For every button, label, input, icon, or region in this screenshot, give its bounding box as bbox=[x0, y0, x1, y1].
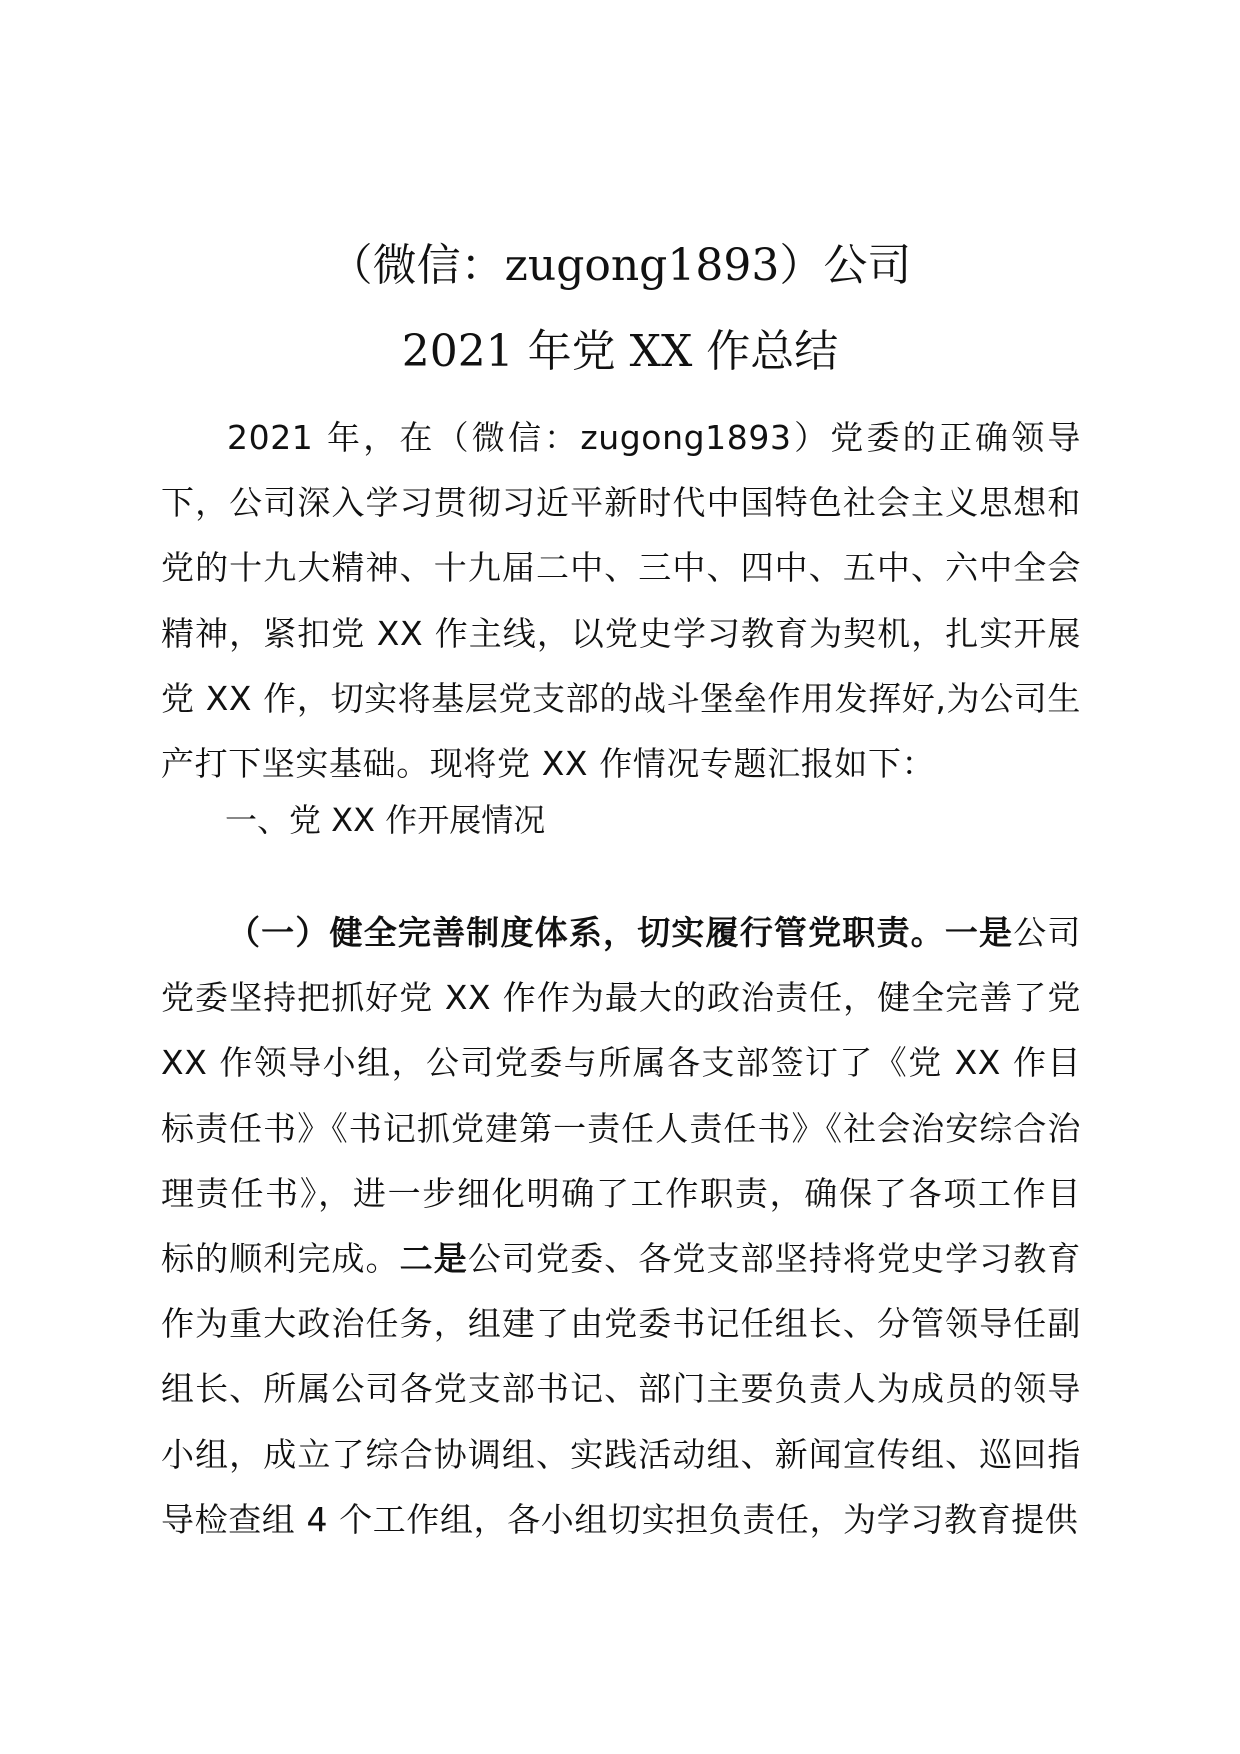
document-title-line-1: （微信：zugong1893）公司 bbox=[328, 240, 912, 291]
point-one-label: 一是 bbox=[944, 913, 1014, 952]
point-one-text: 公司党委坚持把抓好党 XX 作作为最大的政治责任，健全完善了党 XX 作领导小组，公司党委与所属各支部签订了《党 XX 作目标责任书》《书记抓党建第一责任人责任书》《社会治安综合治理责任书》，进一步细化明确了工作职责，确保了各项工作目标的顺利完成。 bbox=[161, 913, 1082, 1279]
document-title-line-2: 2021 年党 XX 作总结 bbox=[401, 326, 839, 377]
subsection-paragraph bbox=[161, 900, 1081, 1552]
intro-paragraph: 2021 年，在（微信：zugong1893）党委的正确领导下，公司深入学习贯彻习近平新时代中国特色社会主义思想和党的十九大精神、十九届二中、三中、四中、五中、六中全会精神，紧扣党 XX 作主线，以党史学习教育为契机，扎实开展党 XX 作，切实将基层党支部的战斗堡垒作用发挥好,为公司生产打下坚实基础。现将党 XX 作情况专题汇报如下： bbox=[161, 418, 1081, 784]
point-two-label: 二是 bbox=[399, 1239, 468, 1279]
subsection-heading: （一）健全完善制度体系，切实履行管党职责。 bbox=[227, 913, 945, 952]
section-heading: 一、党 XX 作开展情况 bbox=[225, 801, 546, 839]
point-two-text: 公司党委、各党支部坚持将党史学习教育作为重大政治任务，组建了由党委书记任组长、分管领导任副组长、所属公司各党支部书记、部门主要负责人为成员的领导小组，成立了综合协调组、实践活动组、新闻宣传组、巡回指导检查组 4 个工作组，各小组切实担负责任，为学习教育提供 bbox=[161, 1239, 1082, 1539]
